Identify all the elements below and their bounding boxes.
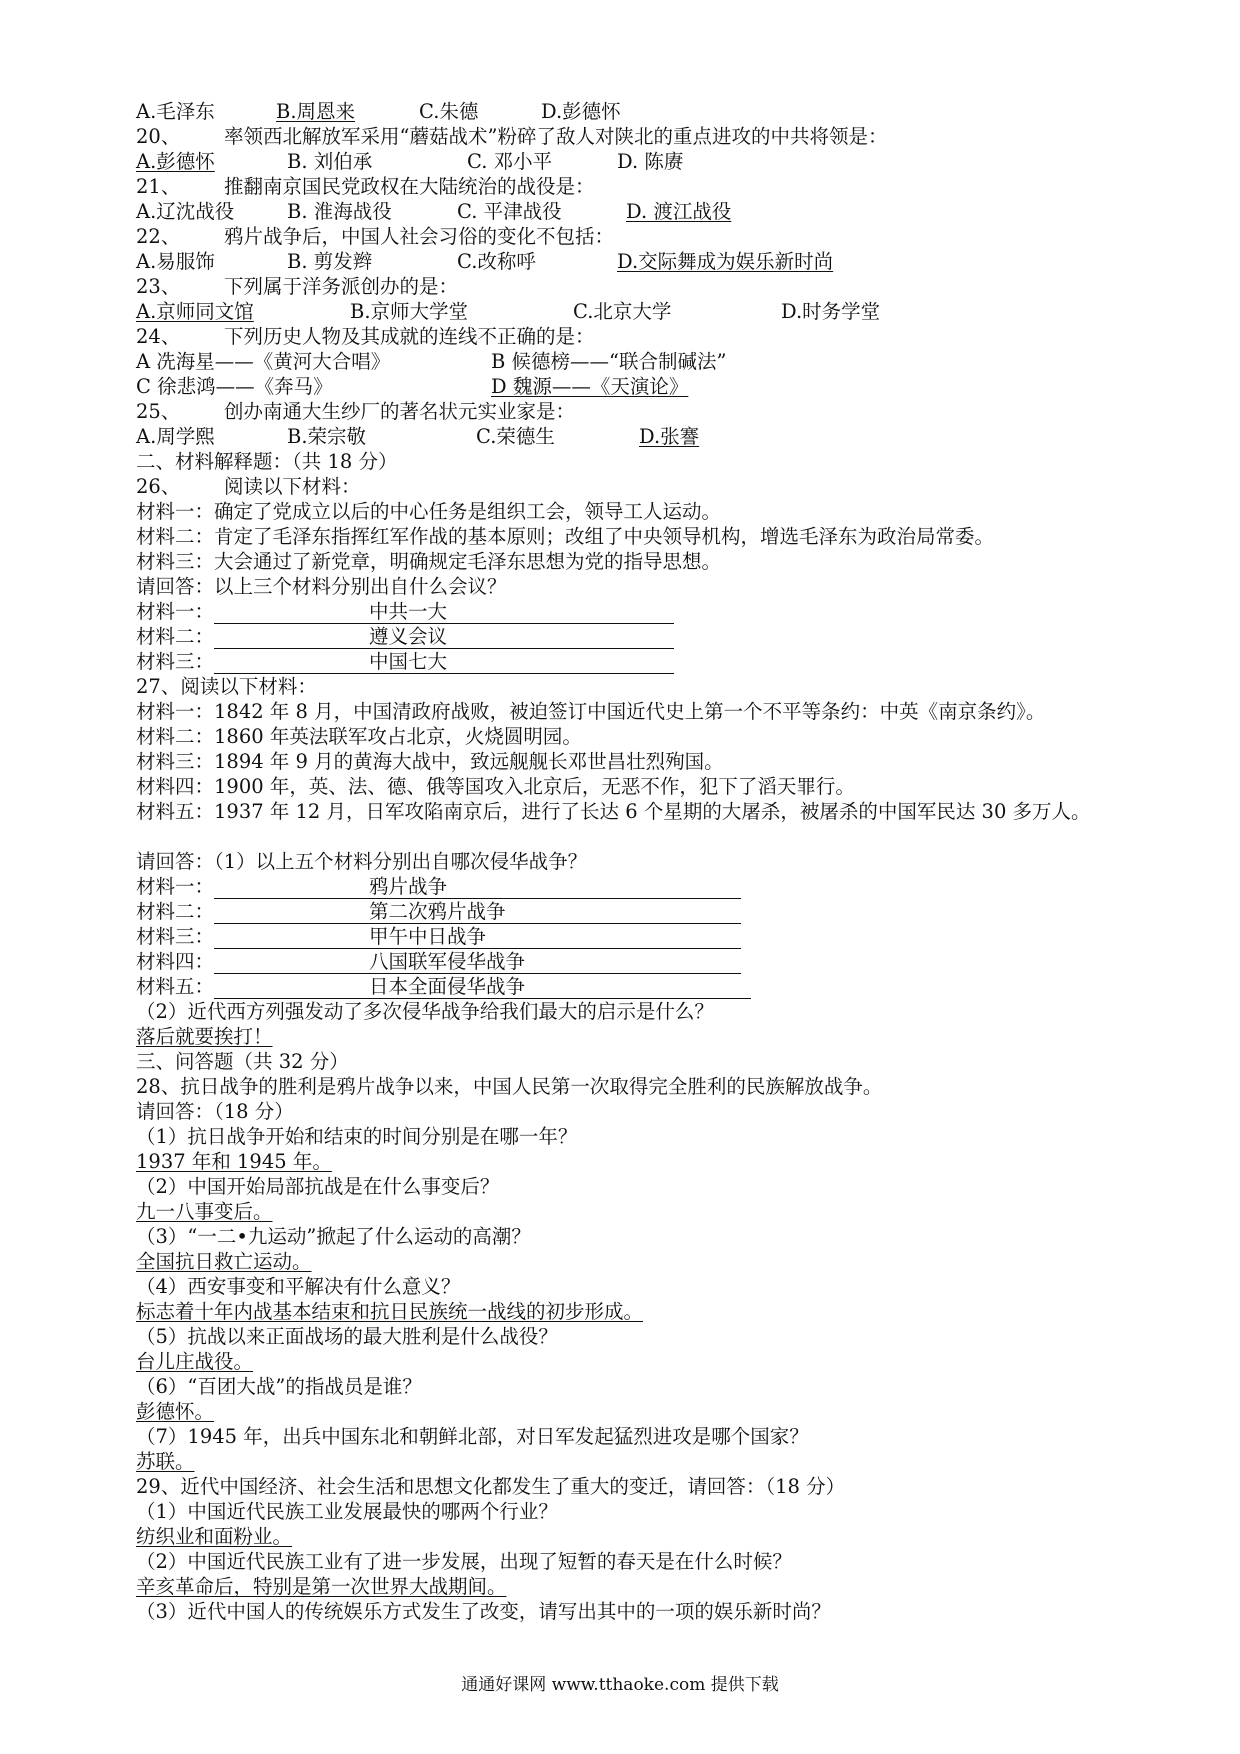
- q26-text: 阅读以下材料：: [224, 475, 361, 498]
- q28-sub-1-question: （1）抗日战争开始和结束的时间分别是在哪一年？: [136, 1125, 578, 1148]
- q23-option-a: A.京师同文馆: [136, 300, 254, 323]
- q26-answer-2: [136, 624, 1136, 649]
- q20-option-d: D. 陈赓: [617, 150, 684, 173]
- q26-answer-1: [136, 599, 1136, 624]
- q24-option-a: A 冼海星——《黄河大合唱》: [136, 350, 391, 373]
- q28-sub-5-question: （5）抗战以来正面战场的最大胜利是什么战役？: [136, 1325, 558, 1348]
- q25-number: 25、: [136, 400, 181, 423]
- q28-heading: 28、抗日战争的胜利是鸦片战争以来，中国人民第一次取得完全胜利的民族解放战争。: [136, 1075, 883, 1098]
- q27-heading: 27、阅读以下材料：: [136, 675, 317, 698]
- q25-option-d: D.张謇: [639, 425, 700, 448]
- answer-text: 甲午中日战争: [369, 925, 487, 948]
- q28-sub-7-answer: [136, 1449, 1136, 1474]
- answer-label: 材料三：: [136, 925, 215, 948]
- answer-blank: [214, 876, 741, 899]
- q29-sub-1-answer: [136, 1524, 1136, 1549]
- q20-question: [136, 124, 1136, 149]
- q22-question: [136, 224, 1136, 249]
- answer-blank: [214, 951, 741, 974]
- q28-sub-6-question: （6）“百团大战”的指战员是谁？: [136, 1375, 422, 1398]
- q28-sub-5-answer: [136, 1349, 1136, 1374]
- answer-blank: [214, 926, 741, 949]
- answer-text: 中国七大: [369, 650, 448, 673]
- answer-text: 台儿庄战役。: [136, 1350, 254, 1373]
- q23-options: [136, 299, 1136, 324]
- q21-options: [136, 199, 1136, 224]
- answer-text: 标志着十年内战基本结束和抗日民族统一战线的初步形成。: [136, 1300, 644, 1323]
- q25-question: [136, 399, 1136, 424]
- q22-option-a: A.易服饰: [136, 250, 215, 273]
- q25-option-b: B.荣宗敬: [287, 425, 367, 448]
- q26-material-2: 材料二：肯定了毛泽东指挥红军作战的基本原则；改组了中央领导机构，增选毛泽东为政治局常委。: [136, 525, 995, 548]
- q19-option-d: D.彭德怀: [541, 100, 621, 123]
- q21-option-b: B. 淮海战役: [287, 200, 392, 223]
- page-footer: 通通好课网 www.tthaoke.com 提供下载: [461, 1675, 779, 1695]
- q24-option-d: D 魏源——《天演论》: [491, 375, 689, 398]
- q26-material-3: 材料三：大会通过了新党章，明确规定毛泽东思想为党的指导思想。: [136, 550, 722, 573]
- q21-number: 21、: [136, 175, 181, 198]
- q19-option-c: C.朱德: [419, 100, 479, 123]
- q19-options: [136, 99, 1136, 124]
- q25-options: [136, 424, 1136, 449]
- answer-text: 鸦片战争: [369, 875, 448, 898]
- q20-option-b: B. 刘伯承: [287, 150, 373, 173]
- answer-label: 材料四：: [136, 950, 215, 973]
- q24-option-b: B 候德榜——“联合制碱法”: [491, 350, 727, 373]
- answer-text: 落后就要挨打！: [136, 1025, 273, 1048]
- q27-material-3: 材料三：1894 年 9 月的黄海大战中，致远舰舰长邓世昌壮烈殉国。: [136, 750, 724, 773]
- q24-question: [136, 324, 1136, 349]
- q20-options: [136, 149, 1136, 174]
- answer-label: 材料三：: [136, 650, 215, 673]
- q25-option-c: C.荣德生: [476, 425, 555, 448]
- answer-text: 中共一大: [369, 600, 448, 623]
- section-2-heading: 二、材料解释题：（共 18 分）: [136, 450, 398, 473]
- answer-text: 苏联。: [136, 1450, 195, 1473]
- q25-text: 创办南通大生纱厂的著名状元实业家是：: [224, 400, 576, 423]
- q27-prompt-1: 请回答：（1）以上五个材料分别出自哪次侵华战争？: [136, 850, 588, 873]
- q23-option-d: D.时务学堂: [781, 300, 881, 323]
- answer-text: 彭德怀。: [136, 1400, 215, 1423]
- q28-prompt: 请回答：（18 分）: [136, 1100, 294, 1123]
- q24-options-row2: [136, 374, 1136, 399]
- answer-text: 日本全面侵华战争: [369, 975, 526, 998]
- q24-options-row1: [136, 349, 1136, 374]
- q23-text: 下列属于洋务派创办的是：: [224, 275, 459, 298]
- answer-label: 材料一：: [136, 600, 215, 623]
- q26-question: [136, 474, 1136, 499]
- answer-blank: [214, 651, 674, 674]
- q20-option-c: C. 邓小平: [467, 150, 553, 173]
- q29-sub-3-question: （3）近代中国人的传统娱乐方式发生了改变，请写出其中的一项的娱乐新时尚？: [136, 1600, 831, 1623]
- q27-material-2: 材料二：1860 年英法联军攻占北京，火烧圆明园。: [136, 725, 582, 748]
- q28-sub-1-answer: [136, 1149, 1136, 1174]
- answer-label: 材料一：: [136, 875, 215, 898]
- answer-label: 材料二：: [136, 900, 215, 923]
- q26-prompt: 请回答：以上三个材料分别出自什么会议？: [136, 575, 507, 598]
- q22-number: 22、: [136, 225, 181, 248]
- q21-question: [136, 174, 1136, 199]
- q29-sub-2-question: （2）中国近代民族工业有了进一步发展，出现了短暂的春天是在什么时候？: [136, 1550, 792, 1573]
- q21-option-c: C. 平津战役: [457, 200, 562, 223]
- q27-answer-5: [136, 974, 1136, 999]
- q23-question: [136, 274, 1136, 299]
- q27-answer-text: [136, 1024, 1136, 1049]
- q28-sub-7-question: （7）1945 年，出兵中国东北和朝鲜北部，对日军发起猛烈进攻是哪个国家？: [136, 1425, 809, 1448]
- q28-sub-4-answer: [136, 1299, 1136, 1324]
- q20-option-a: A.彭德怀: [136, 150, 215, 173]
- q28-sub-4-question: （4）西安事变和平解决有什么意义？: [136, 1275, 461, 1298]
- q21-option-a: A.辽沈战役: [136, 200, 235, 223]
- q27-answer-3: [136, 924, 1136, 949]
- q27-material-5: 材料五：1937 年 12 月，日军攻陷南京后，进行了长达 6 个星期的大屠杀，被屠杀的中国军民达 30 多万人。: [136, 800, 1091, 823]
- q24-option-c: C 徐悲鸿——《奔马》: [136, 375, 333, 398]
- q26-material-1: 材料一：确定了党成立以后的中心任务是组织工会，领导工人运动。: [136, 500, 722, 523]
- q23-option-c: C.北京大学: [573, 300, 672, 323]
- q25-option-a: A.周学熙: [136, 425, 215, 448]
- answer-text: 第二次鸦片战争: [369, 900, 506, 923]
- q21-option-d: D. 渡江战役: [626, 200, 732, 223]
- section-3-heading: 三、问答题（共 32 分）: [136, 1050, 349, 1073]
- q19-option-a: A.毛泽东: [136, 100, 215, 123]
- page-content: [136, 99, 1136, 1624]
- q29-sub-2-answer: [136, 1574, 1136, 1599]
- q27-answer-4: [136, 949, 1136, 974]
- answer-text: 1937 年和 1945 年。: [136, 1150, 332, 1173]
- q22-option-b: B. 剪发辫: [287, 250, 373, 273]
- q27-answer-1: [136, 874, 1136, 899]
- answer-blank: [214, 601, 674, 624]
- q28-sub-6-answer: [136, 1399, 1136, 1424]
- q28-sub-3-answer: [136, 1249, 1136, 1274]
- q22-option-c: C.改称呼: [457, 250, 536, 273]
- answer-label: 材料五：: [136, 975, 215, 998]
- q22-text: 鸦片战争后，中国人社会习俗的变化不包括：: [224, 225, 615, 248]
- q29-sub-1-question: （1）中国近代民族工业发展最快的哪两个行业？: [136, 1500, 558, 1523]
- answer-text: 八国联军侵华战争: [369, 950, 526, 973]
- q28-sub-2-answer: [136, 1199, 1136, 1224]
- answer-blank: [214, 626, 674, 649]
- q28-sub-3-question: （3）“一二•九运动”掀起了什么运动的高潮？: [136, 1225, 531, 1248]
- q24-text: 下列历史人物及其成就的连线不正确的是：: [224, 325, 595, 348]
- q20-number: 20、: [136, 125, 181, 148]
- q23-option-b: B.京师大学堂: [350, 300, 469, 323]
- q22-option-d: D.交际舞成为娱乐新时尚: [617, 250, 834, 273]
- answer-text: 遵义会议: [369, 625, 448, 648]
- answer-blank: [214, 976, 751, 999]
- answer-text: 九一八事变后。: [136, 1200, 273, 1223]
- q24-number: 24、: [136, 325, 181, 348]
- answer-text: 纺织业和面粉业。: [136, 1525, 293, 1548]
- answer-text: 全国抗日救亡运动。: [136, 1250, 312, 1273]
- answer-label: 材料二：: [136, 625, 215, 648]
- q27-answer-2: [136, 899, 1136, 924]
- q29-heading: 29、近代中国经济、社会生活和思想文化都发生了重大的变迁，请回答：（18 分）: [136, 1475, 846, 1498]
- q23-number: 23、: [136, 275, 181, 298]
- q27-prompt-2: （2）近代西方列强发动了多次侵华战争给我们最大的启示是什么？: [136, 1000, 714, 1023]
- q22-options: [136, 249, 1136, 274]
- q27-material-1: 材料一：1842 年 8 月，中国清政府战败，被迫签订中国近代史上第一个不平等条约：中英《南京条约》。: [136, 700, 1046, 723]
- answer-blank: [214, 901, 741, 924]
- q21-text: 推翻南京国民党政权在大陆统治的战役是：: [224, 175, 595, 198]
- q27-material-4: 材料四：1900 年，英、法、德、俄等国攻入北京后，无恶不作，犯下了滔天罪行。: [136, 775, 855, 798]
- answer-text: 辛亥革命后，特别是第一次世界大战期间。: [136, 1575, 507, 1598]
- q19-option-b: B.周恩来: [276, 100, 356, 123]
- q26-number: 26、: [136, 475, 181, 498]
- q26-answer-3: [136, 649, 1136, 674]
- q20-text: 率领西北解放军采用“蘑菇战术”粉碎了敌人对陕北的重点进攻的中共将领是：: [224, 125, 888, 148]
- q28-sub-2-question: （2）中国开始局部抗战是在什么事变后？: [136, 1175, 500, 1198]
